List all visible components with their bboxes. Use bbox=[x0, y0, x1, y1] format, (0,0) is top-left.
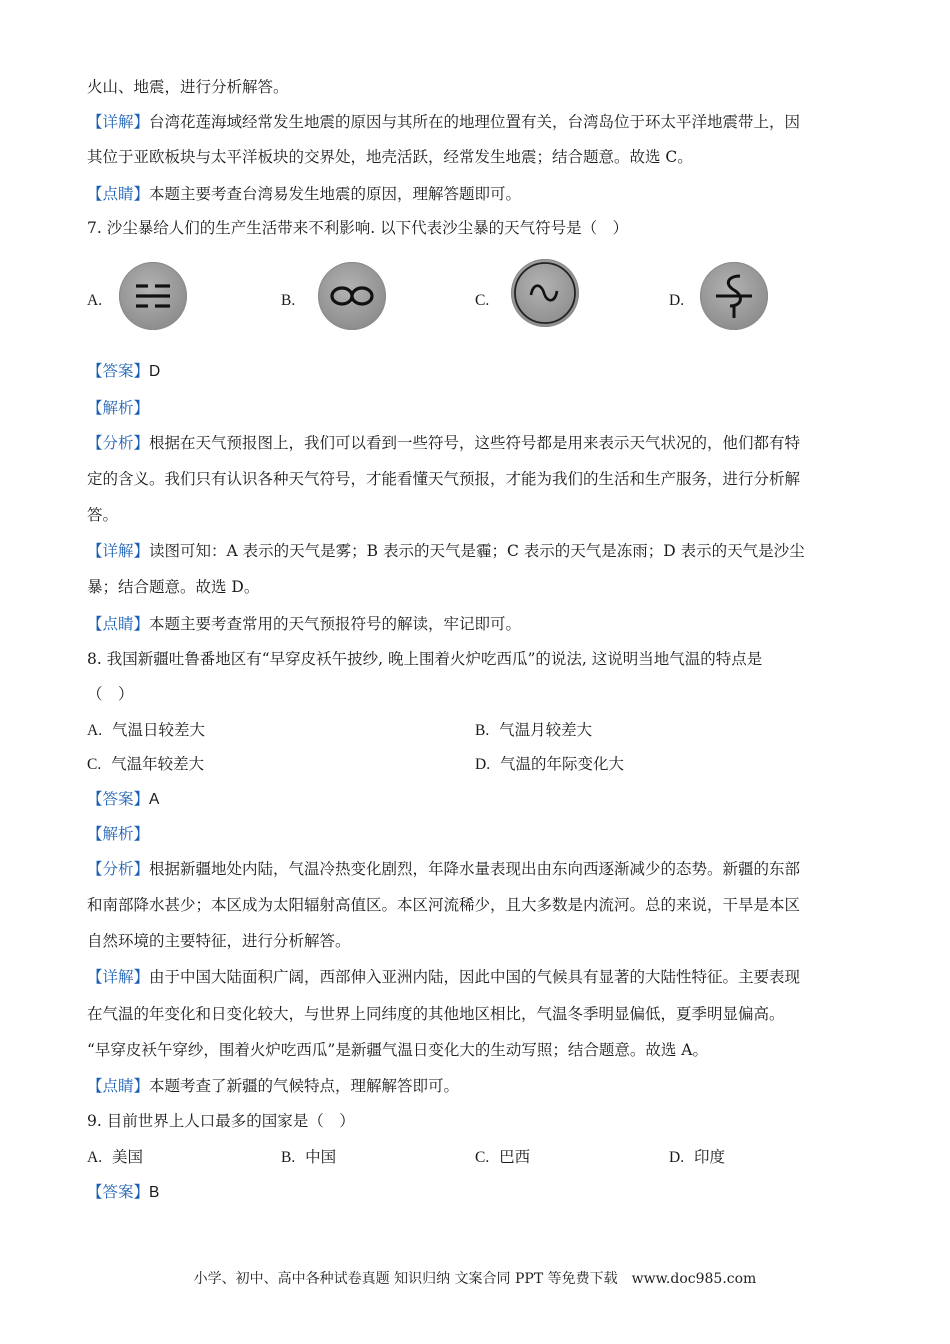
q8-option-d[interactable] bbox=[475, 753, 624, 776]
text-line: 定的含义。我们只有认识各种天气符号，才能看懂天气预报，才能为我们的生活和生产服务，进行分析解 bbox=[87, 470, 801, 488]
option-label: B. bbox=[475, 722, 490, 739]
haze-symbol-icon bbox=[318, 262, 386, 330]
answer-value: B bbox=[149, 1184, 160, 1201]
q8-xiangjie bbox=[87, 966, 800, 988]
answer-tag: 【答案】 bbox=[87, 790, 150, 808]
answer-value: A bbox=[149, 791, 160, 808]
q7-dianjing bbox=[87, 613, 521, 635]
option-text: 气温日较差大 bbox=[111, 721, 205, 739]
q8-fenxi bbox=[87, 858, 800, 880]
option-label: D. bbox=[669, 292, 685, 309]
tip-tag: 【点睛】 bbox=[87, 615, 150, 633]
question-8-stem-bracket: （ ） bbox=[87, 685, 134, 703]
explanation-detail bbox=[87, 111, 800, 133]
option-label: B. bbox=[281, 1149, 296, 1166]
page-footer: 小学、初中、高中各种试卷真题 知识归纳 文案合同 PPT 等免费下载 www.doc985.com bbox=[193, 1271, 757, 1287]
analysis-tag: 【解析】 bbox=[87, 825, 150, 843]
detail-text: 读图可知：A 表示的天气是雾；B 表示的天气是霾；C 表示的天气是冻雨；D 表示的天气是沙尘 bbox=[149, 542, 805, 560]
q7-option-d[interactable] bbox=[669, 289, 684, 312]
answer-tag: 【答案】 bbox=[87, 362, 150, 380]
detail-text: 由于中国大陆面积广阔，西部伸入亚洲内陆，因此中国的气候具有显著的大陆性特征。主要表现 bbox=[149, 968, 801, 986]
tip-tag: 【点睛】 bbox=[87, 1077, 150, 1095]
detail-tag: 【详解】 bbox=[87, 113, 150, 131]
option-label: A. bbox=[87, 1149, 103, 1166]
text-line: 其位于亚欧板块与太平洋板块的交界处，地壳活跃，经常发生地震；结合题意。故选 C。 bbox=[87, 148, 693, 166]
fenxi-text: 根据新疆地处内陆，气温冷热变化剧烈，年降水量表现出由东向西逐渐减少的态势。新疆的东部 bbox=[149, 860, 801, 878]
option-text: 气温年较差大 bbox=[111, 755, 205, 773]
q7-fenxi bbox=[87, 432, 800, 454]
option-text: 印度 bbox=[693, 1148, 725, 1166]
option-label: A. bbox=[87, 722, 103, 739]
fenxi-tag: 【分析】 bbox=[87, 860, 150, 878]
q9-option-a[interactable] bbox=[87, 1146, 143, 1169]
option-text: 中国 bbox=[305, 1148, 337, 1166]
option-label: C. bbox=[475, 1149, 490, 1166]
question-7-stem: 7. 沙尘暴给人们的生产生活带来不利影响. 以下代表沙尘暴的天气符号是（ ） bbox=[87, 219, 629, 237]
q8-analysis-heading bbox=[87, 823, 149, 845]
detail-tag: 【详解】 bbox=[87, 542, 150, 560]
text-line: 暴；结合题意。故选 D。 bbox=[87, 578, 260, 596]
q8-option-b[interactable] bbox=[475, 719, 592, 742]
answer-value: D bbox=[149, 363, 161, 380]
q7-option-c[interactable] bbox=[475, 289, 489, 312]
text-line: 在气温的年变化和日变化较大，与世界上同纬度的其他地区相比，气温冬季明显偏低，夏季明显偏高。 bbox=[87, 1005, 785, 1023]
question-9-stem: 9. 目前世界上人口最多的国家是（ ） bbox=[87, 1112, 355, 1130]
q9-option-b[interactable] bbox=[281, 1146, 336, 1169]
detail-tag: 【详解】 bbox=[87, 968, 150, 986]
text-line: “早穿皮袄午穿纱，围着火炉吃西瓜”是新疆气温日变化大的生动写照；结合题意。故选 A。 bbox=[87, 1041, 708, 1059]
answer-tag: 【答案】 bbox=[87, 1183, 150, 1201]
q7-option-a[interactable] bbox=[87, 289, 102, 312]
option-label: C. bbox=[87, 756, 102, 773]
q7-answer bbox=[87, 360, 160, 383]
text-line: 自然环境的主要特征，进行分析解答。 bbox=[87, 932, 351, 950]
q7-option-b[interactable] bbox=[281, 289, 295, 312]
q7-analysis-heading bbox=[87, 397, 149, 419]
q8-option-c[interactable] bbox=[87, 753, 204, 776]
fenxi-text: 根据在天气预报图上，我们可以看到一些符号，这些符号都是用来表示天气状况的，他们都有特 bbox=[149, 434, 801, 452]
q7-xiangjie bbox=[87, 540, 805, 562]
sandstorm-symbol-icon bbox=[700, 262, 768, 330]
q8-option-a[interactable] bbox=[87, 719, 205, 742]
tip-text: 本题考查了新疆的气候特点，理解解答即可。 bbox=[149, 1077, 460, 1095]
tip-text: 本题主要考查常用的天气预报符号的解读，牢记即可。 bbox=[149, 615, 522, 633]
q9-option-c[interactable] bbox=[475, 1146, 530, 1169]
q8-dianjing bbox=[87, 1075, 459, 1097]
option-label: B. bbox=[281, 292, 296, 309]
analysis-tag: 【解析】 bbox=[87, 399, 150, 417]
option-text: 气温月较差大 bbox=[499, 721, 593, 739]
text-line: 火山、地震，进行分析解答。 bbox=[87, 78, 289, 96]
tip-tag: 【点睛】 bbox=[87, 185, 150, 203]
option-label: C. bbox=[475, 292, 490, 309]
option-text: 巴西 bbox=[499, 1148, 531, 1166]
tip-text: 本题主要考查台湾易发生地震的原因，理解答题即可。 bbox=[149, 185, 522, 203]
option-label: D. bbox=[669, 1149, 685, 1166]
option-label: D. bbox=[475, 756, 491, 773]
option-text: 气温的年际变化大 bbox=[499, 755, 624, 773]
q8-answer bbox=[87, 788, 159, 811]
freezing-rain-symbol-icon bbox=[511, 259, 579, 327]
option-text: 美国 bbox=[111, 1148, 143, 1166]
q9-answer bbox=[87, 1181, 159, 1204]
question-8-stem: 8. 我国新疆吐鲁番地区有“早穿皮袄午披纱, 晚上围着火炉吃西瓜”的说法, 这说明当地气温的特点是 bbox=[87, 650, 763, 668]
explanation-tip bbox=[87, 183, 521, 205]
text-line: 和南部降水甚少；本区成为太阳辐射高值区。本区河流稀少，且大多数是内流河。总的来说，干旱是本区 bbox=[87, 896, 801, 914]
fog-symbol-icon bbox=[119, 262, 187, 330]
option-label: A. bbox=[87, 292, 103, 309]
detail-text: 台湾花莲海域经常发生地震的原因与其所在的地理位置有关，台湾岛位于环太平洋地震带上，因 bbox=[149, 113, 801, 131]
q9-option-d[interactable] bbox=[669, 1146, 725, 1169]
text-line: 答。 bbox=[87, 506, 119, 524]
fenxi-tag: 【分析】 bbox=[87, 434, 150, 452]
